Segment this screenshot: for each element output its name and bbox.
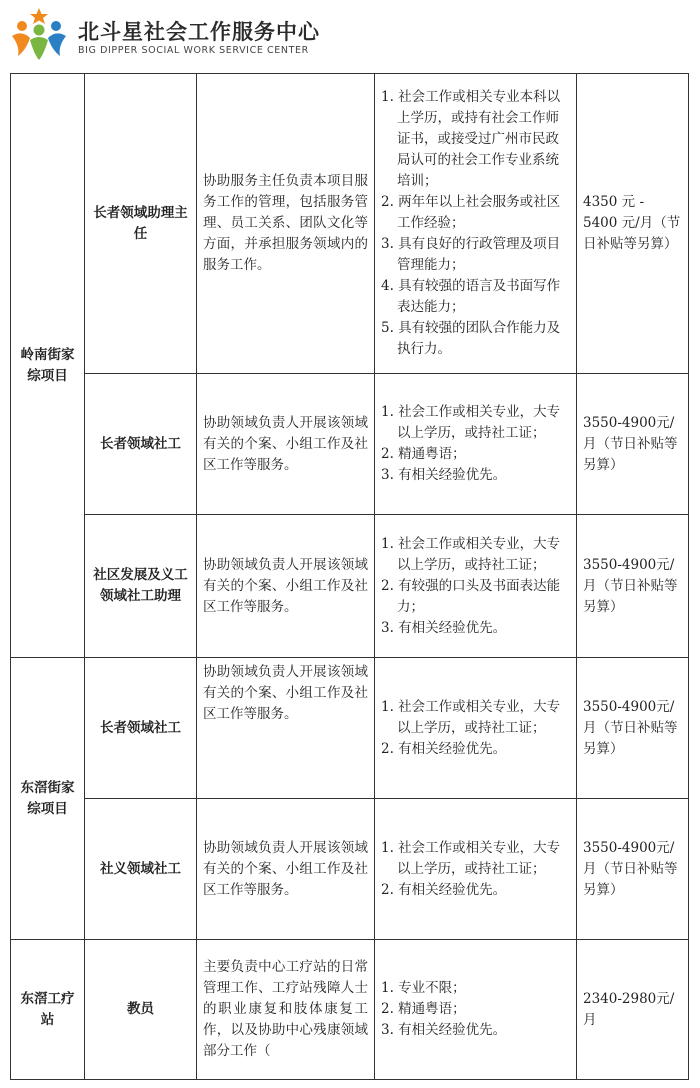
salary-cell: 3550-4900元/月（节日补贴等另算） [577,515,689,658]
list-item: 3. 有相关经验优先。 [381,619,507,636]
list-item: 2. 有相关经验优先。 [381,881,507,898]
position-title-cell: 社义领域社工 [85,799,197,940]
list-item: 4. 具有较强的语言及书面写作表达能力； [381,278,561,315]
project-name-cell: 东滘工疗站 [11,940,85,1080]
list-item: 2. 有较强的口头及书面表达能力； [381,577,561,615]
position-title-cell: 教员 [85,940,197,1080]
requirements-cell [375,374,577,515]
duty-cell: 协助领域负责人开展该领域有关的个案、小组工作及社区工作等服务。 [197,658,375,799]
requirements-list [381,402,570,486]
requirements-list [381,534,570,639]
requirements-list [381,697,570,760]
list-item: 2. 有相关经验优先。 [381,740,507,757]
people-star-logo-icon [8,6,70,62]
table-row [11,374,689,515]
list-item: 2. 精通粤语； [381,446,466,462]
position-title-cell: 社区发展及义工领域社工助理 [85,515,197,658]
table-row [11,515,689,658]
list-item: 1. 社会工作或相关专业本科以上学历，或持有社会工作师证书，或接受过广州市民政局认可的社会工作专业系统培训； [381,89,561,189]
list-item: 3. 有相关经验优先。 [381,467,507,483]
requirements-cell [375,658,577,799]
list-item: 3. 有相关经验优先。 [381,1022,507,1038]
org-name-en: BIG DIPPER SOCIAL WORK SERVICE CENTER [78,45,309,56]
list-item: 1. 社会工作或相关专业，大专以上学历，或持社工证； [381,698,561,736]
list-item: 1. 社会工作或相关专业，大专以上学历，或持社工证； [381,535,561,573]
list-item: 5. 具有较强的团队合作能力及执行力。 [381,320,561,357]
requirements-cell [375,799,577,940]
org-name-cn: 北斗星社会工作服务中心 [78,20,320,44]
duty-cell: 协助领域负责人开展该领域有关的个案、小组工作及社区工作等服务。 [197,374,375,515]
requirements-cell [375,940,577,1080]
salary-cell: 3550-4900元/月（节日补贴等另算） [577,799,689,940]
salary-cell: 2340-2980元/月 [577,940,689,1080]
list-item: 3. 具有良好的行政管理及项目管理能力； [381,236,561,273]
list-item: 2. 两年年以上社会服务或社区工作经验； [381,194,561,231]
job-table [10,73,689,1080]
project-name-cell: 东滘街家综项目 [11,658,85,940]
duty-cell: 协助领域负责人开展该领域有关的个案、小组工作及社区工作等服务。 [197,799,375,940]
duty-cell: 协助服务主任负责本项目服务工作的管理，包括服务管理、员工关系、团队文化等方面，并承担服务领域内的服务工作。 [197,74,375,374]
requirements-list [381,978,570,1041]
requirements-cell [375,515,577,658]
project-name-cell: 岭南街家综项目 [11,74,85,658]
list-item: 2. 精通粤语； [381,1001,466,1017]
salary-cell: 4350 元 - 5400 元/月（节日补贴等另算） [577,74,689,374]
position-title-cell: 长者领域助理主任 [85,74,197,374]
requirements-list [381,838,570,901]
position-title-cell: 长者领域社工 [85,658,197,799]
salary-cell: 3550-4900元/月（节日补贴等另算） [577,374,689,515]
table-row [11,658,689,799]
list-item: 1. 社会工作或相关专业，大专以上学历，或持社工证； [381,404,561,441]
position-title-cell: 长者领域社工 [85,374,197,515]
table-row [11,940,689,1080]
list-item: 1. 专业不限； [381,980,466,996]
table-row [11,799,689,940]
table-row [11,74,689,374]
list-item: 1. 社会工作或相关专业，大专以上学历，或持社工证； [381,839,561,877]
salary-cell: 3550-4900元/月（节日补贴等另算） [577,658,689,799]
duty-cell: 主要负责中心工疗站的日常管理工作、工疗站残障人士的职业康复和肢体康复工作，以及协助中心残康领域部分工作（ [197,940,375,1080]
requirements-cell [375,74,577,374]
page-header [8,6,608,64]
duty-cell: 协助领域负责人开展该领域有关的个案、小组工作及社区工作等服务。 [197,515,375,658]
requirements-list [381,87,570,360]
